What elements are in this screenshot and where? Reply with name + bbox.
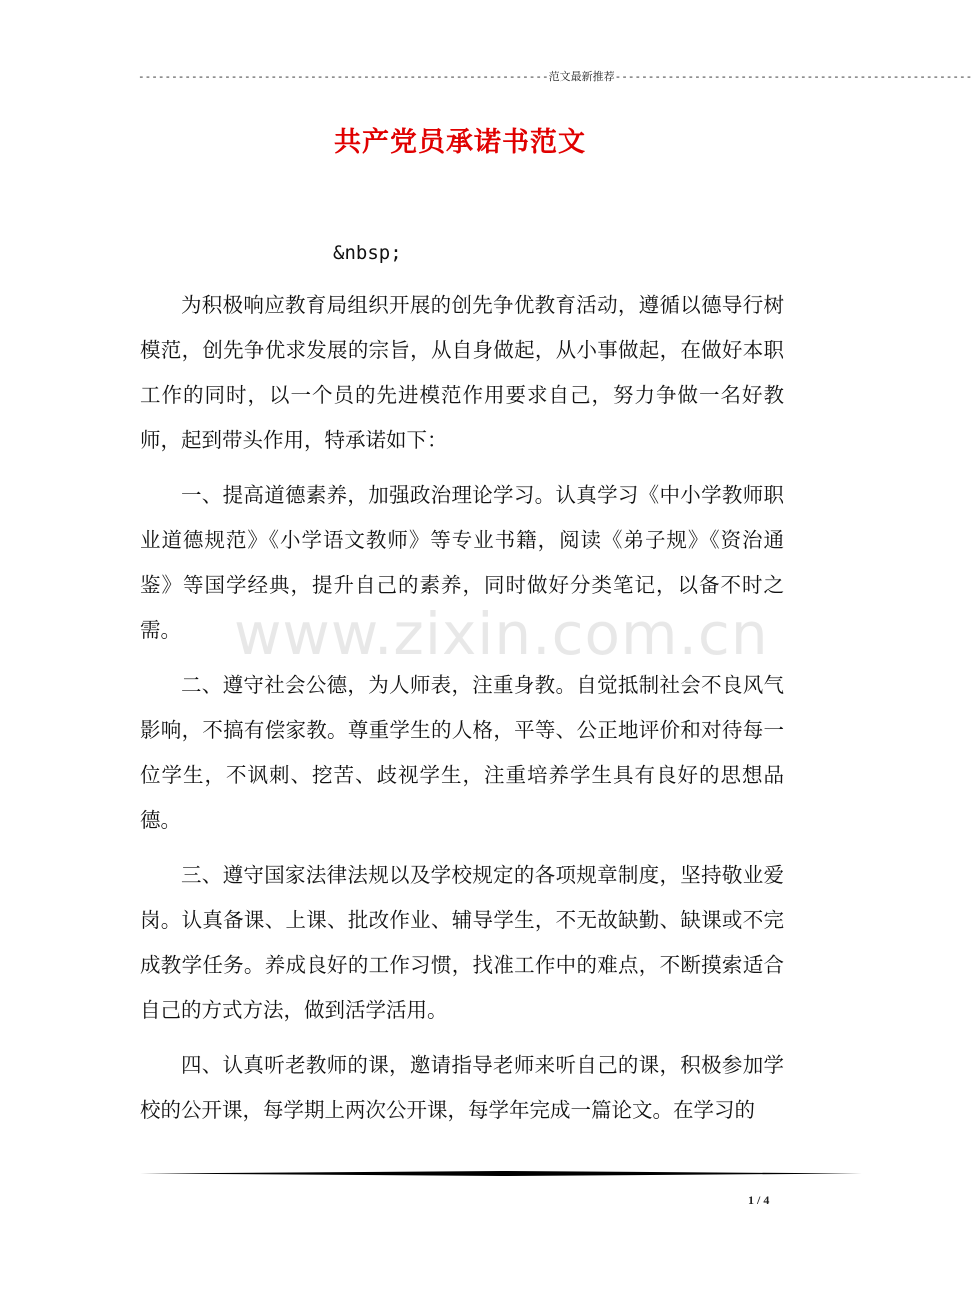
document-body <box>140 283 784 1143</box>
footer-divider <box>140 1171 862 1176</box>
paragraph-4: 四、认真听老教师的课，邀请指导老师来听自己的课，积极参加学校的公开课，每学期上两次公开课，每学年完成一篇论文。在学习的 <box>140 1053 784 1122</box>
paragraph-3: 三、遵守国家法律法规以及学校规定的各项规章制度，坚持敬业爱岗。认真备课、上课、批改作业、辅导学生，不无故缺勤、缺课或不完成教学任务。养成良好的工作习惯，找准工作中的难点，不断摸索适合自己的方式方法，做到活学活用。 <box>140 863 784 1022</box>
watermark: www.zixin.com.cn <box>234 600 769 668</box>
nbsp-text: &nbsp; <box>333 242 402 264</box>
header-banner: --------------------------------------------------------------范文最新推荐------------------------------------------------------ <box>138 70 972 83</box>
paragraph-2: 二、遵守社会公德，为人师表，注重身教。自觉抵制社会不良风气影响，不搞有偿家教。尊重学生的人格，平等、公正地评价和对待每一位学生，不讽刺、挖苦、歧视学生，注重培养学生具有良好的思想品德。 <box>140 673 784 832</box>
page-number: 1 / 4 <box>748 1193 770 1207</box>
document-title: 共产党员承诺书范文 <box>334 127 586 158</box>
paragraph-intro: 为积极响应教育局组织开展的创先争优教育活动，遵循以德导行树模范，创先争优求发展的宗旨，从自身做起，从小事做起，在做好本职工作的同时，以一个员的先进模范作用要求自己，努力争做一名好教师，起到带头作用，特承诺如下： <box>140 293 784 452</box>
paragraph-1: 一、提高道德素养，加强政治理论学习。认真学习《中小学教师职业道德规范》《小学语文教师》等专业书籍，阅读《弟子规》《资治通鉴》等国学经典，提升自己的素养，同时做好分类笔记，以备不时之需。 <box>140 483 784 642</box>
